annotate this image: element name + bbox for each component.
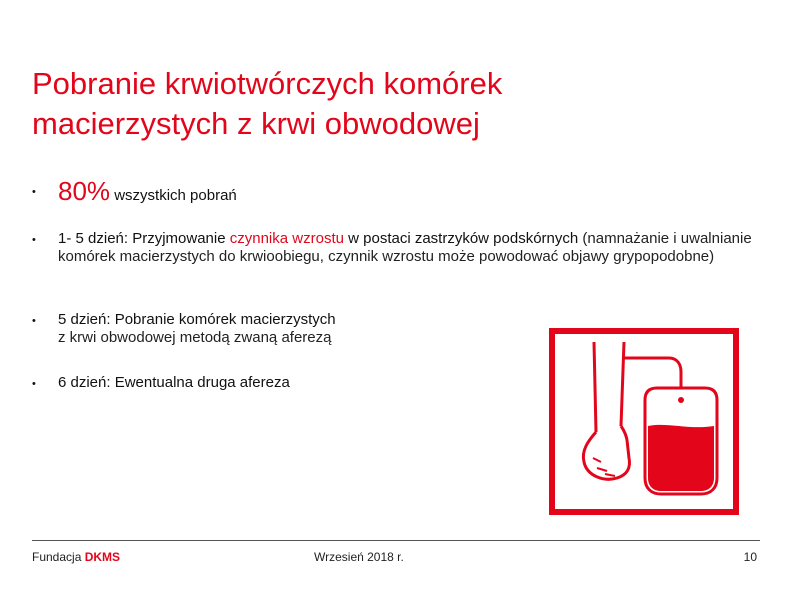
growth-factor-highlight: czynnika wzrostu [229, 230, 344, 247]
stat-percentage: 80% [58, 176, 111, 206]
footer-org-prefix: Fundacja [32, 550, 85, 564]
blood-donation-icon [549, 328, 739, 515]
bullet-dot: • [32, 315, 36, 327]
title-line-1: Pobranie krwiotwórczych komórek [32, 66, 503, 101]
bullet-dot: • [32, 234, 36, 246]
arm-outline [594, 342, 624, 432]
footer-org [32, 550, 120, 564]
bag-hole [678, 397, 684, 403]
footer-date: Wrzesień 2018 r. [314, 550, 404, 564]
stat-label: wszystkich pobrań [110, 187, 237, 204]
bullet-2-note: (namnażanie i uwalnianie komórek macierzystych do krwioobiegu, czynnik wzrostu może powodować objawy grypopodobne) [58, 230, 752, 265]
title-line-2: macierzystych z krwi obwodowej [32, 106, 480, 141]
slide-title [32, 64, 732, 144]
bullet-3-line-1: 5 dzień: Pobranie komórek macierzystych [58, 311, 336, 328]
dkms-logo-text: DKMS [84, 550, 121, 564]
finger-lines [593, 458, 615, 476]
bullet-2-prefix: 1- 5 dzień: Przyjmowanie [58, 230, 230, 247]
page-number: 10 [743, 550, 757, 564]
blood-fill [648, 425, 714, 491]
bullet-2-mid: w postaci zastrzyków podskórnych [343, 230, 583, 247]
bullet-3-line-2: z krwi obwodowej metodą zwaną aferezą [58, 329, 332, 346]
tube [624, 358, 681, 388]
bullet-dot: • [32, 378, 36, 390]
bullet-dot: • [32, 186, 36, 198]
bullet-4-text: 6 dzień: Ewentualna druga afereza [58, 374, 290, 391]
footer-divider [32, 540, 760, 541]
